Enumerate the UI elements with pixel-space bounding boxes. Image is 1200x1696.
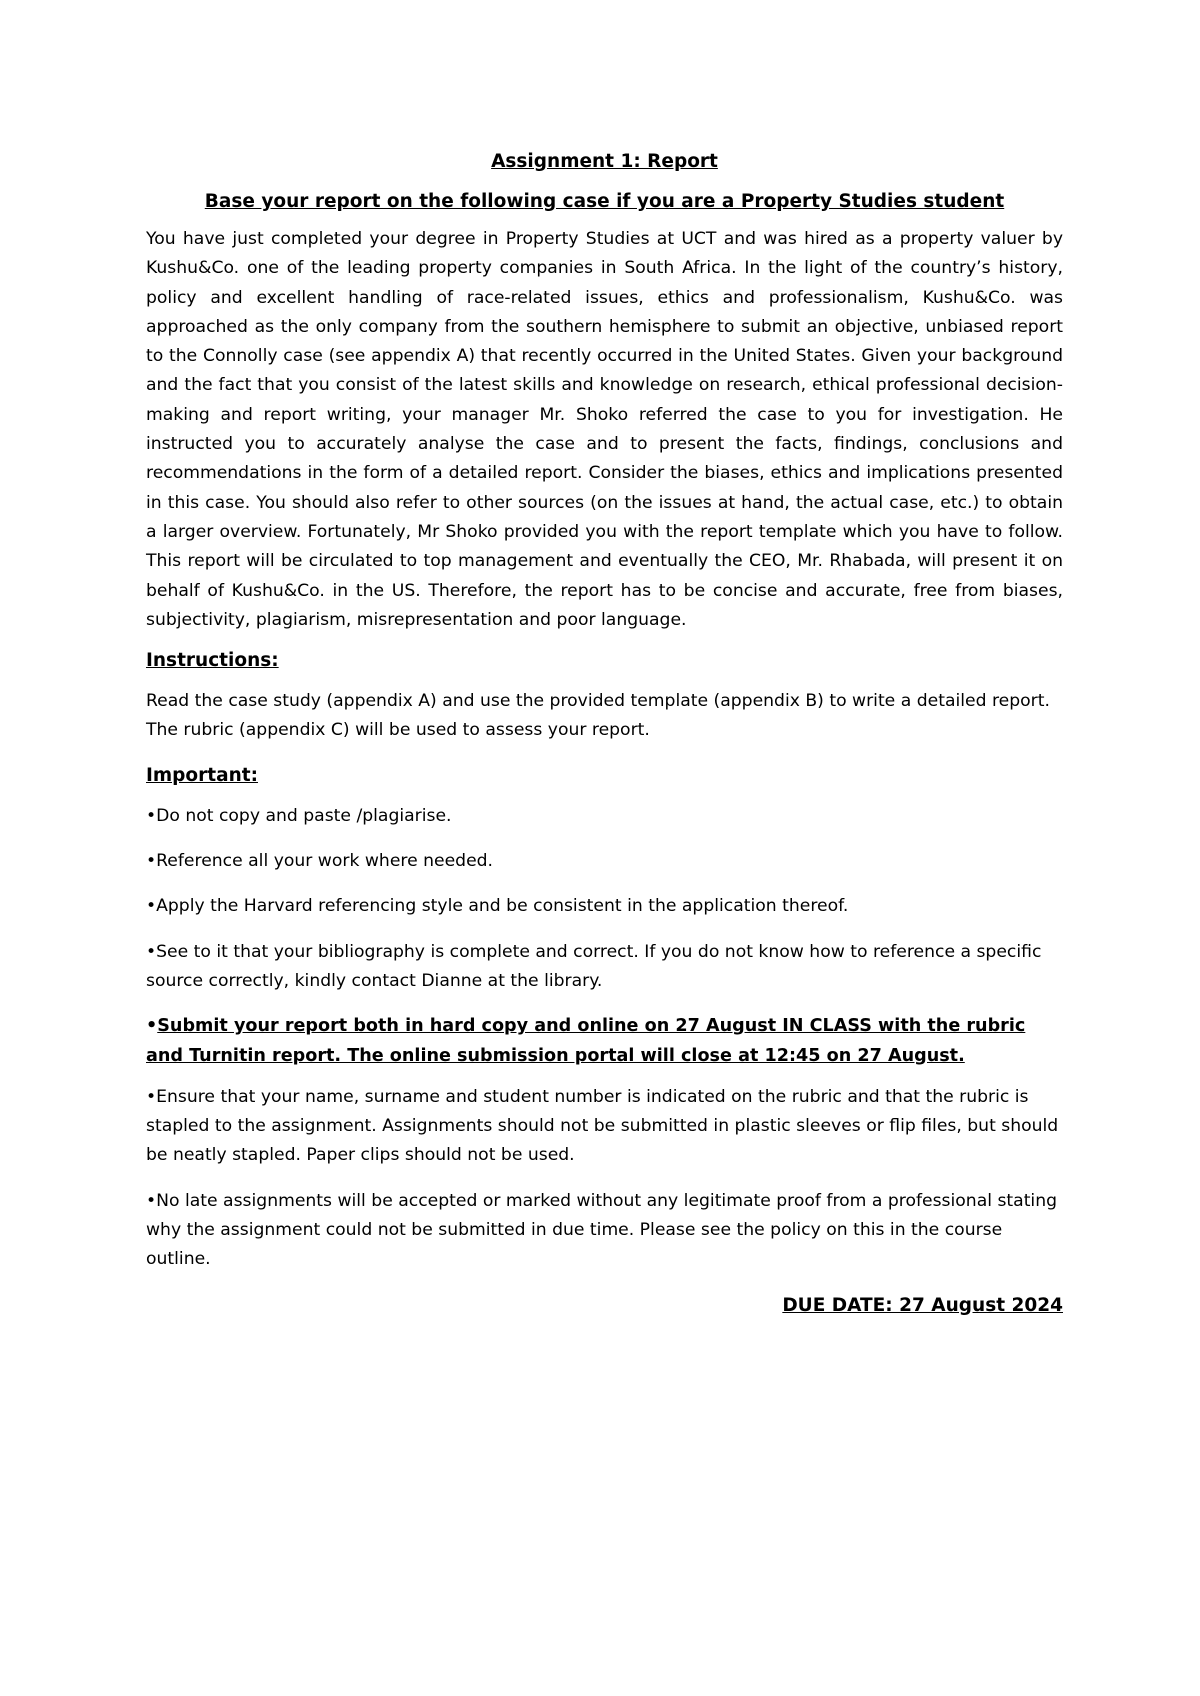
bullet-item bbox=[146, 1083, 1063, 1171]
bullet-marker: • bbox=[146, 1086, 157, 1107]
submit-bullet-text: Submit your report both in hard copy and online on 27 August IN CLASS with the rubric and Turnitin report. The online submission portal will close at 12:45 on 27 August. bbox=[146, 1016, 1026, 1066]
case-paragraph: You have just completed your degree in Property Studies at UCT and was hired as a property valuer by Kushu&Co. one of the leading property companies in South Africa. In the light of the country’s history, policy and excellent handling of race-related issues, ethics and professionalism, Kushu&Co. was approached as the only company from the southern hemisphere to submit an objective, unbiased report to the Connolly case (see appendix A) that recently occurred in the United States. Given your background and the fact that you consist of the latest skills and knowledge on research, ethical professional decision-making and report writing, your manager Mr. Shoko referred the case to you for investigation. He instructed you to accurately analyse the case and to present the facts, findings, conclusions and recommendations in the form of a detailed report. Consider the biases, ethics and implications presented in this case. You should also refer to other sources (on the issues at hand, the actual case, etc.) to obtain a larger overview. Fortunately, Mr Shoko provided you with the report template which you have to follow. This report will be circulated to top management and eventually the CEO, Mr. Rhabada, will present it on behalf of Kushu&Co. in the US. Therefore, the report has to be concise and accurate, free from biases, subjectivity, plagiarism, misrepresentation and poor language. bbox=[146, 229, 1063, 630]
bullet-item bbox=[146, 802, 1063, 831]
bullet-marker: • bbox=[146, 1016, 158, 1037]
important-heading: Important: bbox=[146, 764, 258, 786]
instructions-text: Read the case study (appendix A) and use the provided template (appendix B) to write a detailed report. The rubric (appendix C) will be used to assess your report. bbox=[146, 691, 1050, 741]
submit-bullet bbox=[146, 1012, 1063, 1071]
bullet-text: Do not copy and paste /plagiarise. bbox=[156, 805, 452, 826]
bullet-item bbox=[146, 1187, 1063, 1275]
bullet-item bbox=[146, 847, 1063, 876]
bullet-marker: • bbox=[146, 851, 157, 872]
instructions-heading: Instructions: bbox=[146, 650, 279, 672]
document-subtitle: Base your report on the following case if you are a Property Studies student bbox=[204, 191, 1005, 212]
bullet-marker: • bbox=[146, 941, 157, 962]
bullet-marker: • bbox=[146, 896, 157, 917]
due-date: DUE DATE: 27 August 2024 bbox=[782, 1294, 1063, 1316]
bullet-item bbox=[146, 892, 1063, 921]
document-body bbox=[146, 148, 1063, 1320]
bullet-item bbox=[146, 938, 1063, 997]
document-title: Assignment 1: Report bbox=[491, 151, 718, 172]
bullet-marker: • bbox=[146, 1190, 157, 1211]
bullet-text: Ensure that your name, surname and student number is indicated on the rubric and that the rubric is stapled to the assignment. Assignments should not be submitted in plastic sleeves or flip files, but should be neatly stapled. Paper clips should not be used. bbox=[146, 1086, 1059, 1166]
bullet-text: Reference all your work where needed. bbox=[156, 851, 494, 872]
bullet-text: No late assignments will be accepted or marked without any legitimate proof from a professional stating why the assignment could not be submitted in due time. Please see the policy on this in the course outline. bbox=[146, 1190, 1058, 1270]
bullet-text: Apply the Harvard referencing style and be consistent in the application thereof. bbox=[156, 896, 849, 917]
bullet-marker: • bbox=[146, 805, 157, 826]
bullet-text: See to it that your bibliography is complete and correct. If you do not know how to reference a specific source correctly, kindly contact Dianne at the library. bbox=[146, 941, 1042, 991]
